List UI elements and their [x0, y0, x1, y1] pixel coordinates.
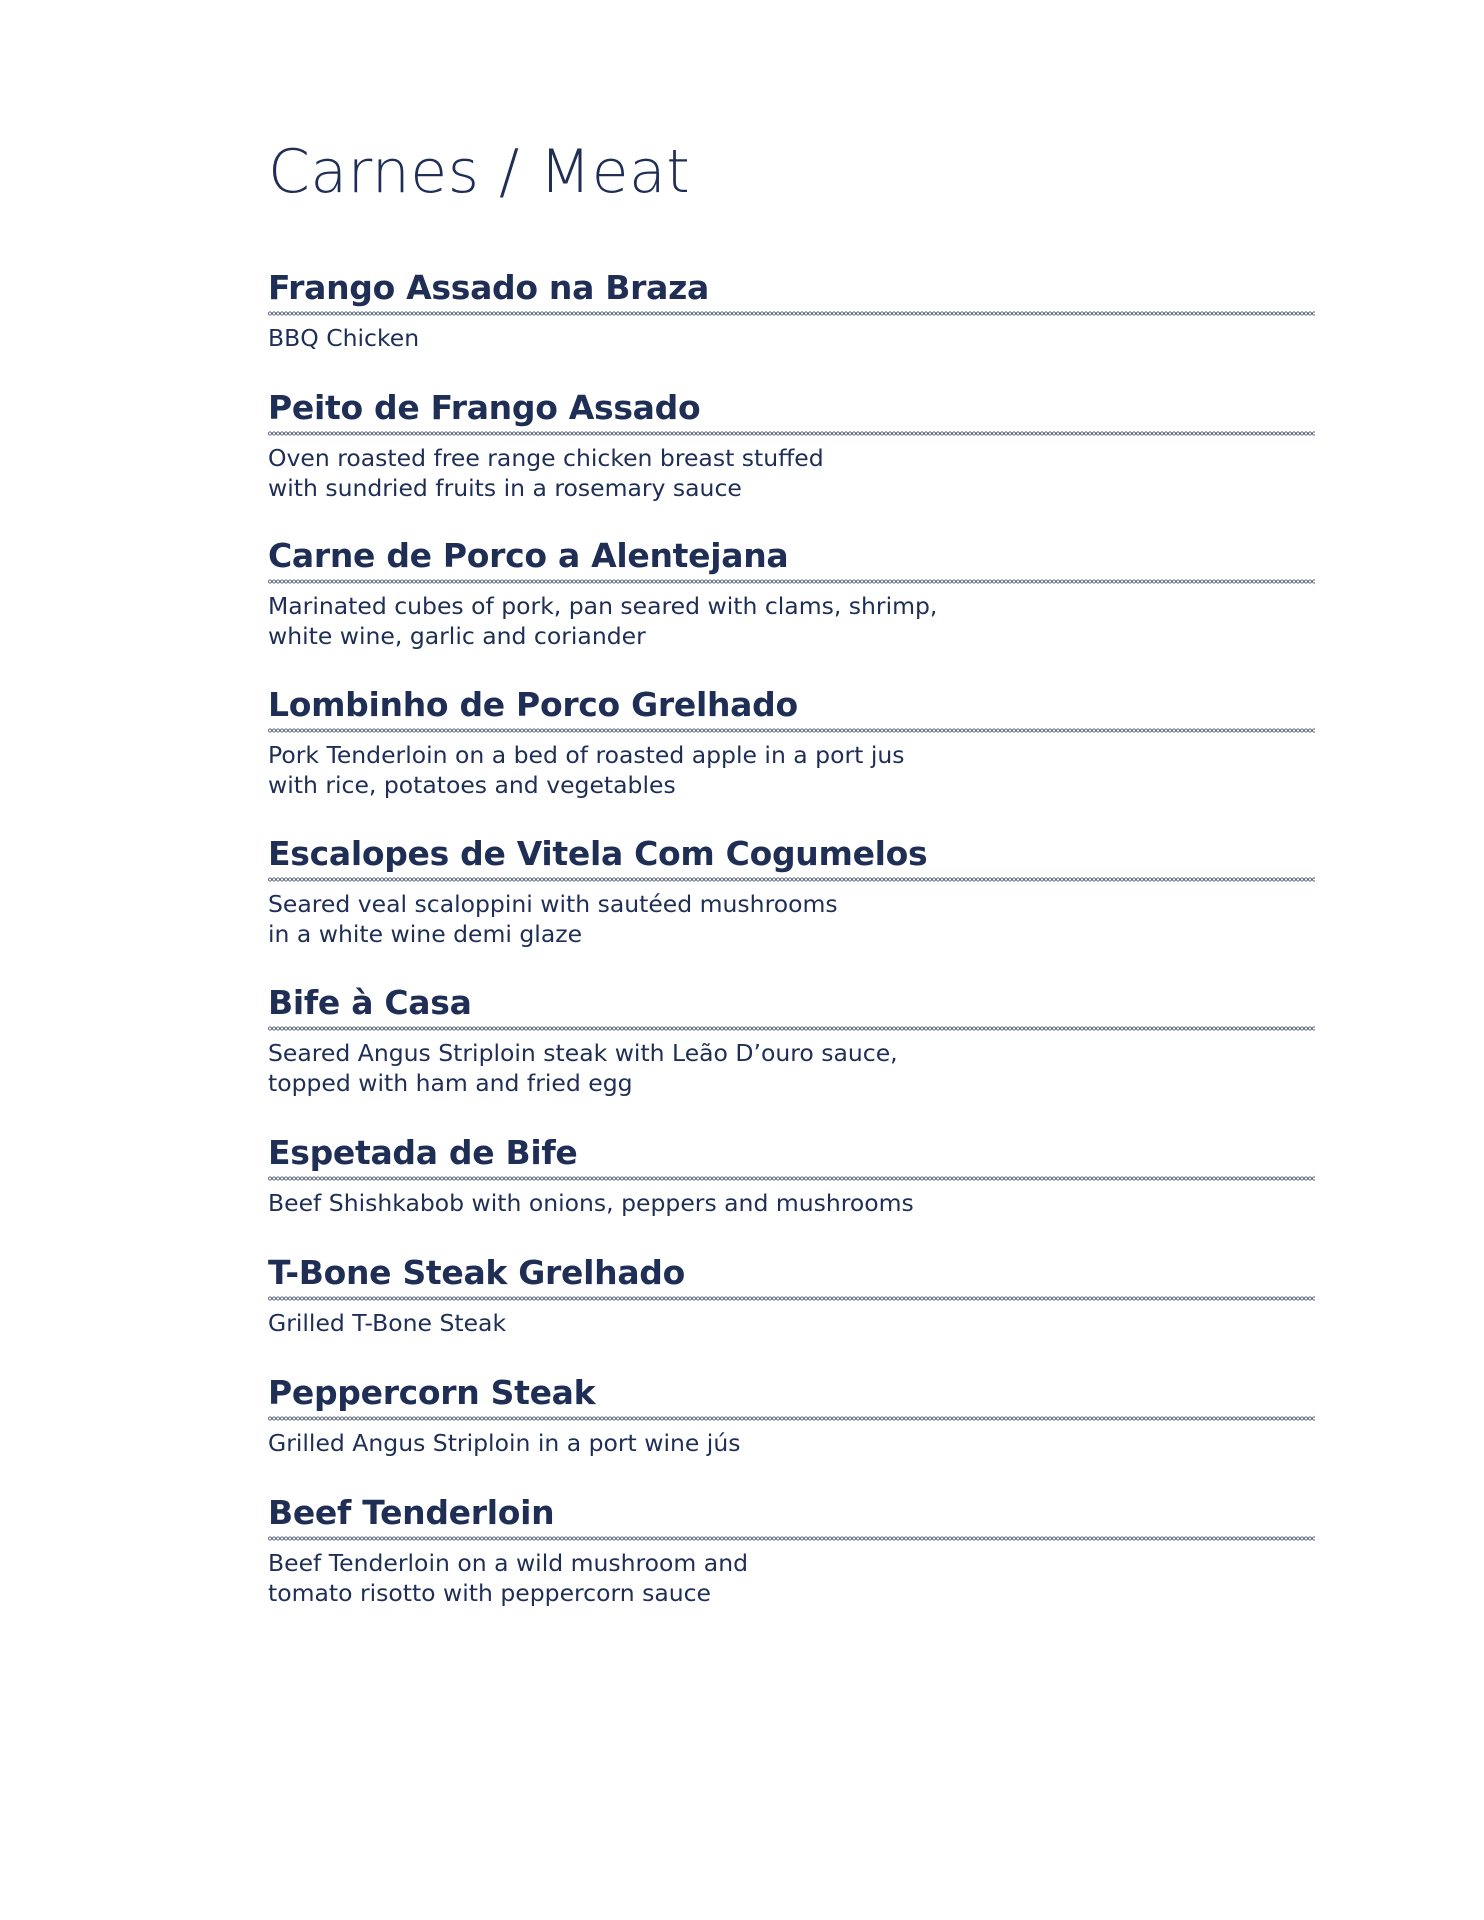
- item-description: [268, 1429, 1315, 1459]
- item-name: Peito de Frango Assado: [268, 388, 701, 427]
- item-description-line: Beef Tenderloin on a wild mushroom and: [268, 1549, 749, 1577]
- item-name: Beef Tenderloin: [268, 1493, 555, 1532]
- item-description-line: Beef Shishkabob with onions, peppers and mushrooms: [268, 1189, 914, 1217]
- item-divider: [268, 431, 1315, 436]
- item-description-line: white wine, garlic and coriander: [268, 621, 646, 650]
- item-name: Bife à Casa: [268, 983, 472, 1022]
- item-divider: [268, 728, 1315, 733]
- item-divider: [268, 877, 1315, 882]
- menu-item: [268, 834, 1315, 949]
- menu-item: [268, 983, 1315, 1098]
- item-description: [268, 1189, 1315, 1219]
- item-description-line: Seared veal scaloppini with sautéed mushrooms: [268, 890, 838, 918]
- item-description: [268, 741, 1315, 800]
- menu-item: [268, 1253, 1315, 1339]
- item-description: [268, 444, 1315, 503]
- item-description-line: BBQ Chicken: [268, 324, 420, 352]
- menu-item: [268, 268, 1315, 354]
- item-name: Frango Assado na Braza: [268, 268, 709, 307]
- item-description-line: in a white wine demi glaze: [268, 919, 583, 948]
- item-divider: [268, 1296, 1315, 1301]
- item-description: [268, 324, 1315, 354]
- item-description: [268, 1549, 1315, 1608]
- page-title: Carnes / Meat: [268, 137, 691, 207]
- menu-item: [268, 1133, 1315, 1219]
- menu-item: [268, 685, 1315, 800]
- item-divider: [268, 1536, 1315, 1541]
- item-name: Espetada de Bife: [268, 1133, 578, 1172]
- item-name: T-Bone Steak Grelhado: [268, 1253, 685, 1292]
- item-divider: [268, 1176, 1315, 1181]
- item-name: Escalopes de Vitela Com Cogumelos: [268, 834, 928, 873]
- item-description: [268, 592, 1315, 651]
- item-name: Peppercorn Steak: [268, 1373, 596, 1412]
- item-description: [268, 1039, 1315, 1098]
- menu-item: [268, 536, 1315, 651]
- item-description-line: with sundried fruits in a rosemary sauce: [268, 473, 742, 502]
- item-description-line: Pork Tenderloin on a bed of roasted apple in a port jus: [268, 741, 905, 769]
- item-divider: [268, 1416, 1315, 1421]
- item-divider: [268, 1026, 1315, 1031]
- item-description-line: Grilled Angus Striploin in a port wine jús: [268, 1429, 741, 1457]
- item-name: Lombinho de Porco Grelhado: [268, 685, 798, 724]
- menu-item: [268, 1493, 1315, 1608]
- item-description-line: tomato risotto with peppercorn sauce: [268, 1578, 712, 1607]
- item-description-line: Grilled T-Bone Steak: [268, 1309, 507, 1337]
- item-description-line: Oven roasted free range chicken breast stuffed: [268, 444, 824, 472]
- item-divider: [268, 579, 1315, 584]
- item-description-line: with rice, potatoes and vegetables: [268, 770, 676, 799]
- menu-item: [268, 388, 1315, 503]
- item-divider: [268, 311, 1315, 316]
- item-name: Carne de Porco a Alentejana: [268, 536, 789, 575]
- item-description-line: topped with ham and fried egg: [268, 1068, 633, 1097]
- item-description: [268, 890, 1315, 949]
- menu-page: [268, 0, 1315, 1920]
- item-description-line: Seared Angus Striploin steak with Leão D’ouro sauce,: [268, 1039, 898, 1067]
- item-description-line: Marinated cubes of pork, pan seared with clams, shrimp,: [268, 592, 938, 620]
- item-description: [268, 1309, 1315, 1339]
- menu-item: [268, 1373, 1315, 1459]
